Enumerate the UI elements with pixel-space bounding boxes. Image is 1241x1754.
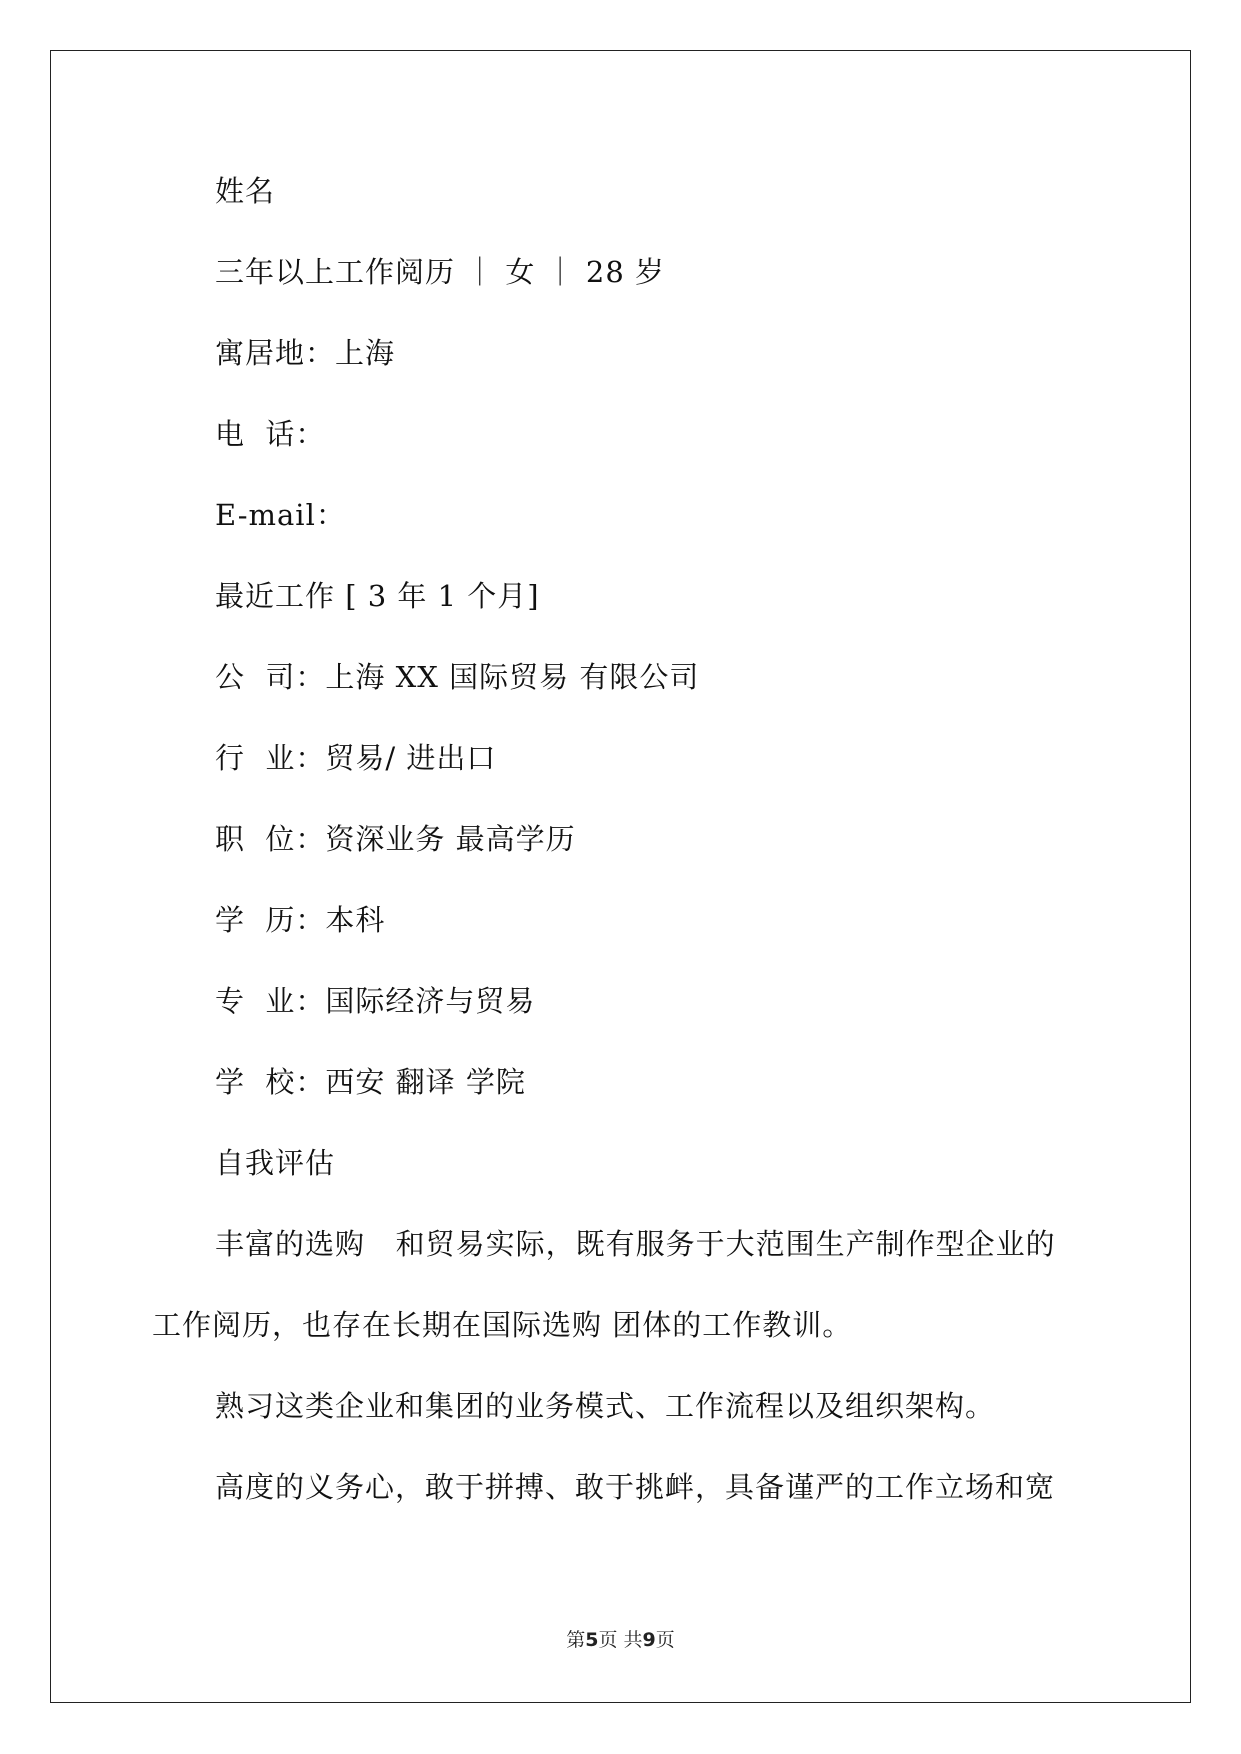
name-heading: 姓名 — [215, 174, 276, 208]
paragraph-1-line-1: 丰富的选购 和贸易实际，既有服务于大范围生产制作型企业的 — [215, 1227, 1056, 1261]
page-suffix: 页 — [655, 1629, 675, 1651]
page-mid: 页 共 — [598, 1629, 643, 1651]
major-line: 专 业：国际经济与贸易 — [215, 984, 536, 1018]
residence-line: 寓居地：上海 — [215, 336, 396, 370]
recent-work-line: 最近工作 [ 3 年 1 个月] — [215, 579, 540, 613]
industry-line: 行 业：贸易/ 进出口 — [215, 741, 497, 775]
position-line: 职 位：资深业务 最高学历 — [215, 822, 576, 856]
paragraph-3-line-1: 高度的义务心，敢于拼搏、敢于挑衅，具备谨严的工作立场和宽 — [215, 1470, 1056, 1504]
education-line: 学 历：本科 — [215, 903, 386, 937]
email-line: E-mail： — [215, 498, 346, 532]
experience-gender-age: 三年以上工作阅历 ｜ 女 ｜ 28 岁 — [215, 255, 665, 289]
page-footer — [0, 1628, 1241, 1652]
phone-line: 电 话： — [215, 417, 326, 451]
page-frame — [50, 50, 1191, 1703]
school-line: 学 校：西安 翻译 学院 — [215, 1065, 526, 1099]
paragraph-2: 熟习这类企业和集团的业务模式、工作流程以及组织架构。 — [215, 1389, 996, 1423]
page-prefix: 第 — [566, 1629, 586, 1651]
self-assessment-heading: 自我评估 — [215, 1146, 336, 1180]
paragraph-1-line-2: 工作阅历，也存在长期在国际选购 团体的工作教训。 — [152, 1308, 853, 1342]
company-line: 公 司：上海 XX 国际贸易 有限公司 — [215, 660, 700, 694]
page-total: 9 — [642, 1629, 656, 1651]
page-current: 5 — [585, 1629, 599, 1651]
